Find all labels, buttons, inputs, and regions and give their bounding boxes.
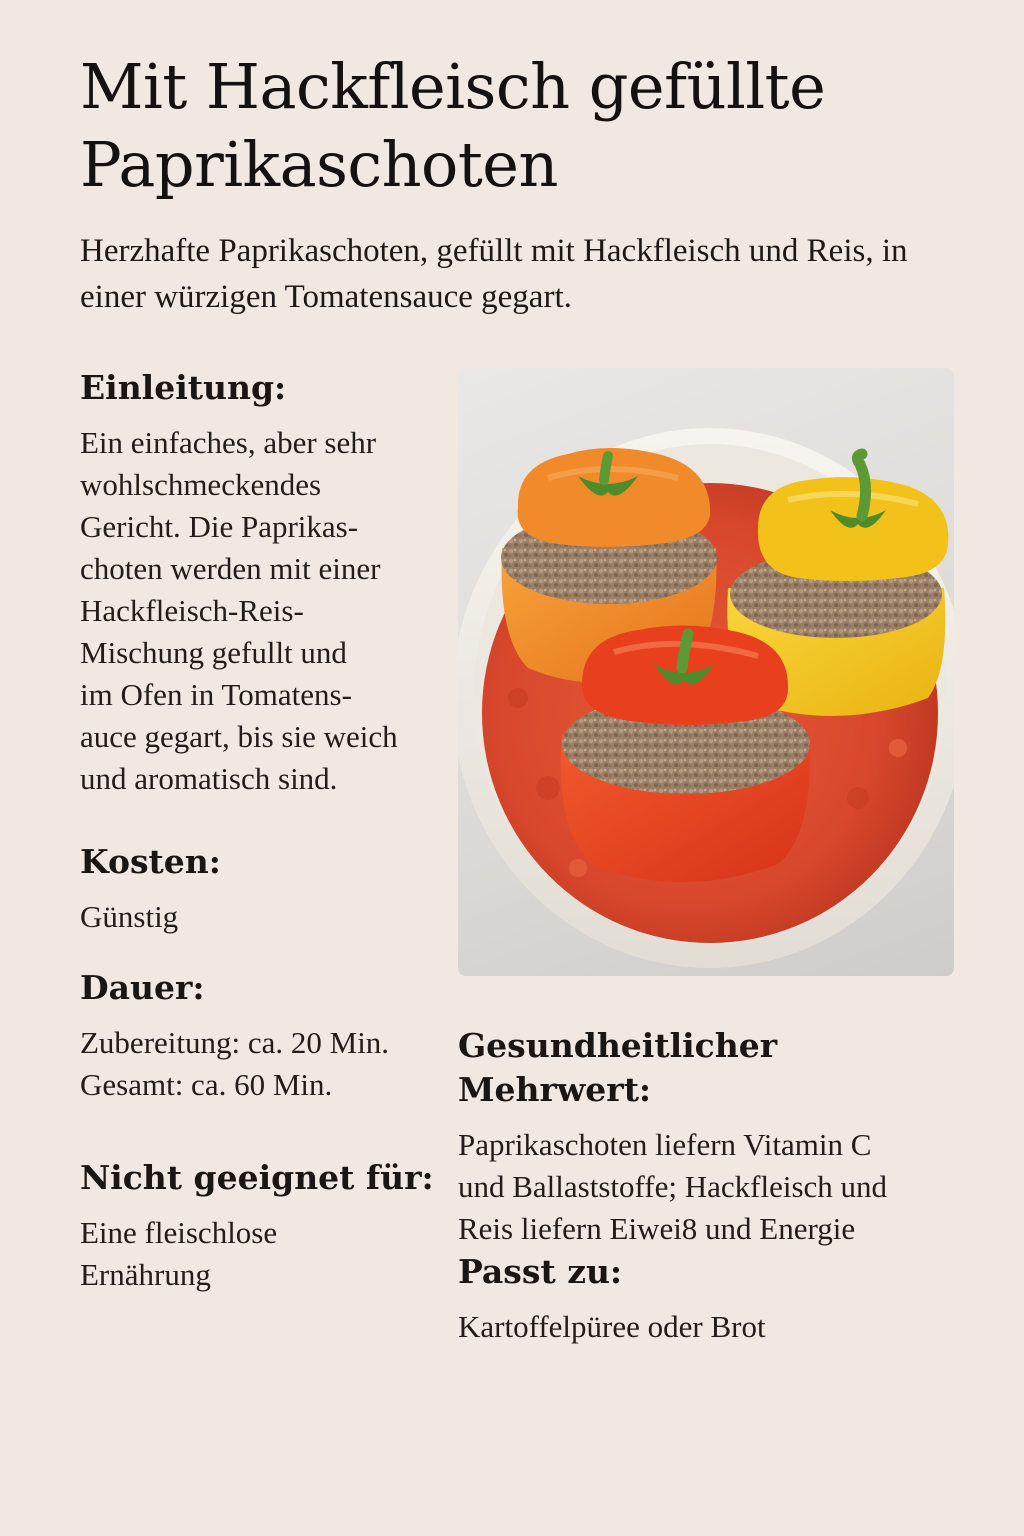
section-cost-heading: Kosten: [80,842,221,881]
section-intro [80,366,460,800]
stuffed-peppers-illustration [458,368,954,976]
recipe-subtitle: Herzhafte Paprikaschoten, gefüllt mit Hackfleisch und Reis, in einer würzigen Tomatensauce gegart. [80,233,908,315]
recipe-title: Mit Hackfleisch gefüllte Paprikaschoten [80,50,826,201]
section-pairs-with [458,1250,958,1348]
section-pairs-with-heading: Passt zu: [458,1252,623,1291]
section-intro-text: Ein einfaches, aber sehr wohlschmeckendes Gericht. Die Paprikas- choten werden mit einer Hackfleisch-Reis- Mischung gefullt und im Ofen in Tomatens- auce gegart, bis sie weich und aromatisch sind. [80,425,398,796]
section-health [458,1024,978,1250]
section-pairs-with-text: Kartoffelpüree oder Brot [458,1309,766,1344]
section-intro-heading: Einleitung: [80,368,287,407]
section-health-text: Paprikaschoten liefern Vitamin C und Ballaststoffe; Hackfleisch und Reis liefern Eiwei8 und Energie [458,1127,888,1246]
section-health-heading: Gesundheitlicher Mehrwert: [458,1026,778,1109]
section-duration-heading: Dauer: [80,968,205,1007]
section-cost-text: Günstig [80,899,179,934]
section-duration [80,966,450,1106]
section-not-suitable [80,1156,440,1296]
red-pepper [561,625,811,882]
section-duration-text: Zubereitung: ca. 20 Min. Gesamt: ca. 60 Min. [80,1025,390,1102]
section-not-suitable-heading: Nicht geeignet für: [80,1158,434,1197]
stuffed-peppers-photo [458,368,954,976]
section-not-suitable-text: Eine fleischlose Ernährung [80,1215,278,1292]
section-cost [80,840,440,938]
